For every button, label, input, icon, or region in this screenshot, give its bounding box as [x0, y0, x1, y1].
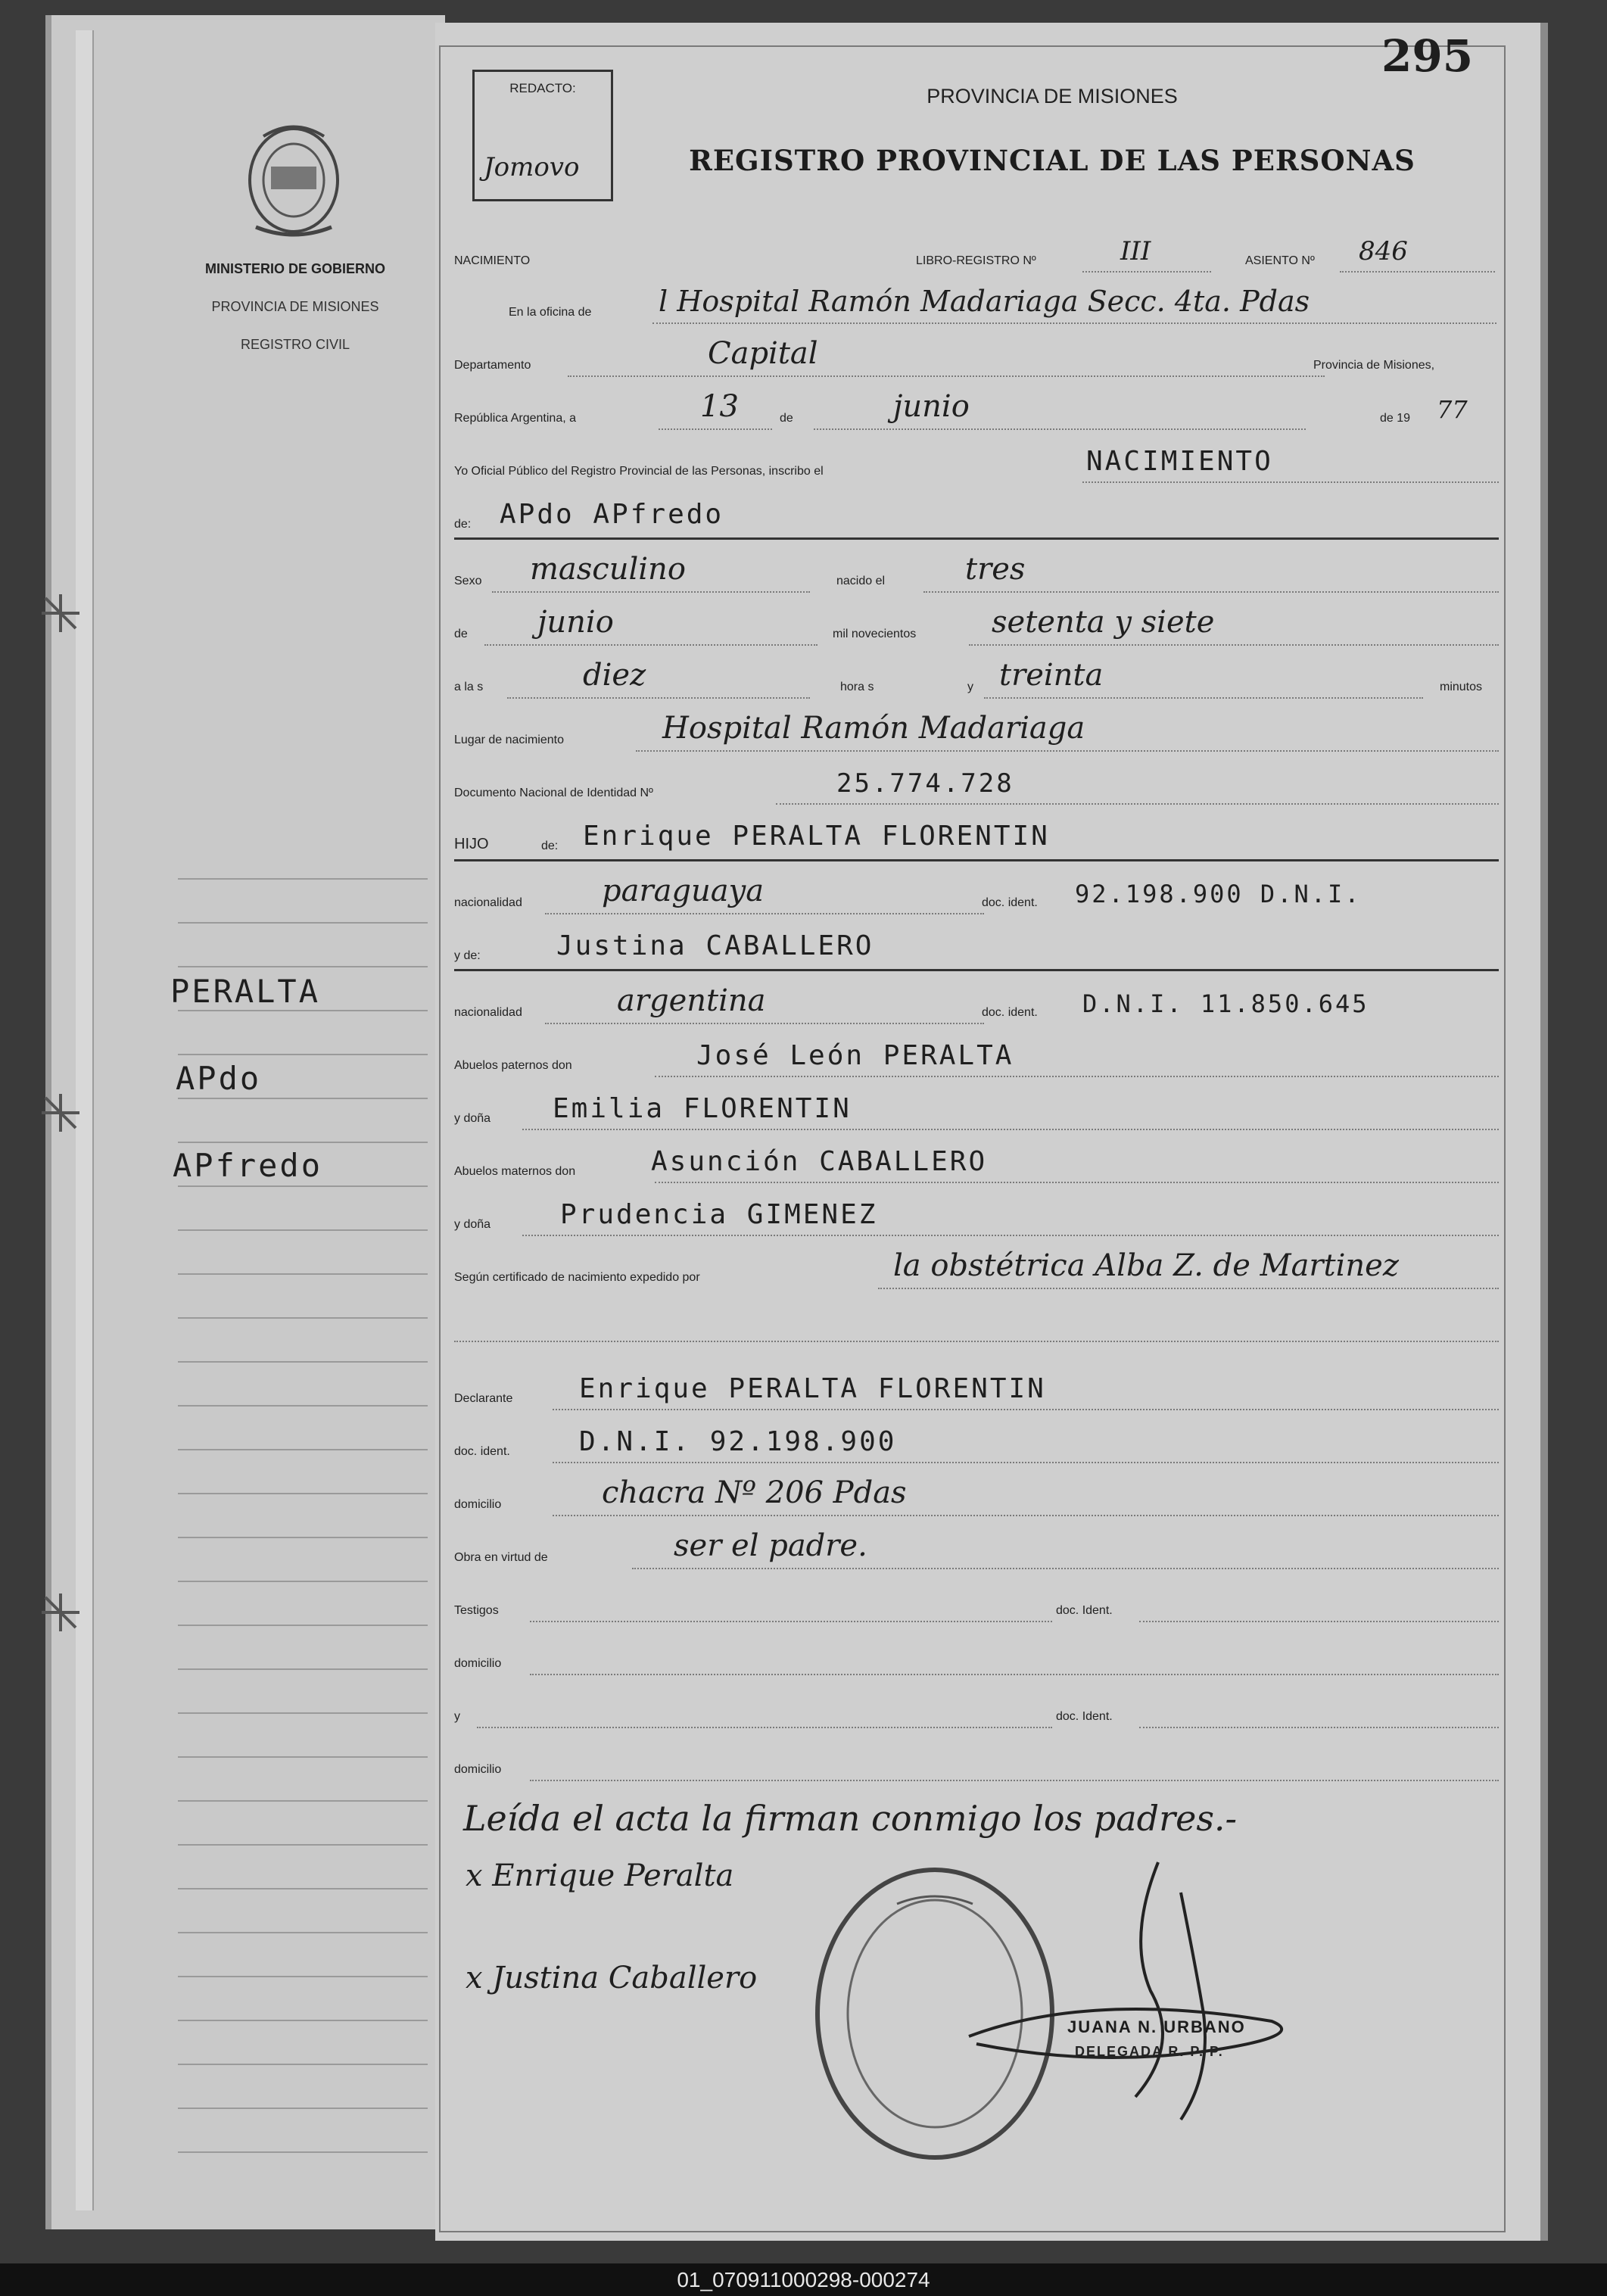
minutos-label: minutos: [1440, 681, 1483, 693]
footer-filename: 01_070911000298-000274: [0, 2263, 1607, 2296]
margin-rule-line: [178, 1273, 428, 1275]
dni-label: Documento Nacional de Identidad Nº: [454, 787, 653, 799]
row-declarante: [454, 1374, 1499, 1416]
row-sexo: [454, 552, 1499, 599]
obra-value: ser el padre.: [674, 1528, 867, 1563]
row-abuela-m: [454, 1200, 1499, 1242]
domicilio2-label: domicilio: [454, 1657, 502, 1670]
margin-rule-line: [178, 2108, 428, 2109]
sexo-label: Sexo: [454, 575, 482, 587]
margin-rule-line: [178, 2151, 428, 2153]
libro-value: III: [1120, 236, 1151, 266]
row-doc-decl: [454, 1427, 1499, 1469]
signature-mother: x Justina Caballero: [466, 1961, 758, 1995]
doct1-label: doc. Ident.: [1056, 1604, 1113, 1617]
header-province: PROVINCIA DE MISIONES: [927, 85, 1178, 107]
ministry-line3: REGISTRO CIVIL: [240, 337, 350, 352]
margin-rule-line: [178, 1098, 428, 1099]
row-domicilio2: [454, 1639, 1499, 1681]
binding-hole-icon: [38, 1090, 83, 1136]
nac2-label: nacionalidad: [454, 1006, 522, 1019]
horas-label: hora s: [840, 681, 874, 693]
de3-label: de:: [541, 840, 559, 852]
row-lugar: [454, 711, 1499, 758]
margin-rule-line: [178, 1229, 428, 1231]
nacido-value: tres: [965, 552, 1026, 587]
closing-text: Leída el acta la firman conmigo los padres.-: [463, 1798, 1238, 1839]
margin-rule-line: [178, 2020, 428, 2021]
y2-label: y: [454, 1710, 460, 1723]
oficina-value: l Hospital Ramón Madariaga Secc. 4ta. Pdas: [659, 285, 1310, 318]
row-domicilio3: [454, 1745, 1499, 1787]
cert-value: la obstétrica Alba Z. de Martinez: [893, 1248, 1399, 1283]
abp-label: Abuelos paternos don: [454, 1059, 572, 1072]
margin-rule-line: [178, 1976, 428, 1977]
row-nombre: [454, 500, 1499, 542]
row-oficina: [454, 285, 1499, 330]
delegado-title: DELEGADA R. P. P.: [1075, 2044, 1224, 2059]
page-number: 295: [1381, 30, 1474, 82]
margin-rule-line: [178, 1054, 428, 1055]
testigos-label: Testigos: [454, 1604, 499, 1617]
margin-rule-line: [178, 1668, 428, 1670]
minutos-value: treinta: [999, 658, 1104, 693]
nombre-value: APdo APfredo: [500, 499, 724, 530]
ydona2-label: y doña: [454, 1218, 491, 1231]
redacto-label: REDACTO:: [509, 81, 576, 95]
dia-value: 13: [700, 389, 739, 424]
margin-rule-line: [178, 1800, 428, 1802]
row-abuela-p: [454, 1094, 1499, 1136]
nac-madre-value: argentina: [617, 983, 766, 1018]
docd-label: doc. ident.: [454, 1445, 510, 1458]
nac-padre-value: paraguaya: [602, 874, 765, 908]
cert-label: Según certificado de nacimiento expedido por: [454, 1271, 700, 1284]
lugar-value: Hospital Ramón Madariaga: [662, 711, 1085, 746]
row-libro: [454, 236, 1499, 279]
inscribo-value: NACIMIENTO: [1086, 446, 1273, 477]
ministry-line2: PROVINCIA DE MISIONES: [211, 299, 379, 314]
mes-nac-value: junio: [537, 605, 614, 640]
doc1-label: doc. ident.: [982, 896, 1038, 909]
mil-label: mil novecientos: [833, 628, 917, 640]
row-mes-nac: [454, 605, 1499, 652]
hijo-label: HIJO: [454, 836, 489, 852]
row-fecha: [454, 389, 1499, 436]
row-testigo2: [454, 1692, 1499, 1734]
de-anio-label: de 19: [1380, 412, 1411, 425]
departamento-label: Departamento: [454, 359, 531, 372]
domicilio3-label: domicilio: [454, 1763, 502, 1776]
row-domicilio: [454, 1475, 1499, 1522]
margin-rule-line: [178, 1405, 428, 1407]
row-certificado-cont: [454, 1306, 1499, 1348]
signature-father: x Enrique Peralta: [466, 1858, 734, 1893]
delegado-name: JUANA N. URBANO: [1067, 2017, 1246, 2036]
domicilio-value: chacra Nº 206 Pdas: [602, 1475, 907, 1510]
doc2-label: doc. ident.: [982, 1006, 1038, 1019]
margin-rule-line: [178, 1888, 428, 1889]
padre-value: Enrique PERALTA FLORENTIN: [583, 821, 1050, 852]
row-obra: [454, 1528, 1499, 1575]
ministry-line1: MINISTERIO DE GOBIERNO: [204, 261, 386, 276]
margin-rule-line: [178, 1712, 428, 1714]
anio-value: 77: [1437, 395, 1468, 424]
coat-of-arms-icon: [241, 121, 347, 242]
abuelo-p-value: José León PERALTA: [696, 1040, 1014, 1071]
mes-value: junio: [893, 389, 970, 424]
margin-rule-line: [178, 1185, 428, 1187]
redacto-box: [472, 70, 613, 201]
libro-label: LIBRO-REGISTRO Nº: [916, 254, 1036, 267]
de-label: de:: [454, 518, 472, 531]
asiento-label: ASIENTO Nº: [1245, 254, 1315, 267]
abuelo-m-value: Asunción CABALLERO: [651, 1146, 988, 1177]
margin-rule-line: [178, 878, 428, 880]
margin-rule-line: [178, 1932, 428, 1933]
margin-rule-line: [178, 1449, 428, 1450]
departamento-value: Capital: [708, 336, 818, 371]
margin-rule-line: [178, 1756, 428, 1758]
nacido-label: nacido el: [836, 575, 886, 587]
margin-rule-line: [178, 2064, 428, 2065]
margin-rule-line: [178, 1142, 428, 1143]
row-hora: [454, 658, 1499, 705]
declarante-label: Declarante: [454, 1392, 513, 1405]
provincia-label: Provincia de Misiones,: [1313, 359, 1435, 372]
margin-rule-line: [178, 1317, 428, 1319]
de1-label: de: [780, 412, 793, 425]
row-madre: [454, 931, 1499, 974]
oficial-label: Yo Oficial Público del Registro Provincial de las Personas, inscribo el: [454, 465, 824, 478]
sexo-value: masculino: [530, 552, 686, 587]
domicilio-label: domicilio: [454, 1498, 502, 1511]
margin-rule-line: [178, 1493, 428, 1494]
margin-rule-line: [178, 1844, 428, 1846]
row-dni: [454, 768, 1499, 811]
de2-label: de: [454, 628, 468, 640]
doc-padre-value: 92.198.900 D.N.I.: [1075, 880, 1362, 908]
margin-rule-line: [178, 1361, 428, 1363]
declarante-value: Enrique PERALTA FLORENTIN: [579, 1373, 1046, 1404]
oficina-label: En la oficina de: [509, 306, 592, 319]
row-padre: [454, 821, 1499, 864]
abuela-p-value: Emilia FLORENTIN: [553, 1093, 852, 1124]
row-departamento: [454, 336, 1499, 383]
obra-label: Obra en virtud de: [454, 1551, 548, 1564]
hora-value: diez: [583, 658, 646, 693]
republica-label: República Argentina, a: [454, 412, 576, 425]
doc-decl-value: D.N.I. 92.198.900: [579, 1426, 897, 1457]
row-nac-padre: [454, 874, 1499, 921]
dni-value: 25.774.728: [836, 768, 1014, 799]
anio-nac-value: setenta y siete: [992, 605, 1215, 640]
redacto-value: Jomovo: [484, 152, 580, 182]
header-title: REGISTRO PROVINCIAL DE LAS PERSONAS: [689, 144, 1415, 177]
row-certificado: [454, 1248, 1499, 1295]
margin-surname: PERALTA: [170, 973, 321, 1010]
row-abuelo-m: [454, 1147, 1499, 1189]
margin-rule-line: [178, 1537, 428, 1538]
margin-name1: APdo: [176, 1060, 262, 1097]
row-oficial: [454, 447, 1499, 489]
margin-rule-line: [178, 922, 428, 924]
margin-rule-line: [178, 1625, 428, 1626]
madre-value: Justina CABALLERO: [556, 930, 874, 961]
ydona1-label: y doña: [454, 1112, 491, 1125]
margin-rule-line: [178, 1581, 428, 1582]
margin-rule-line: [178, 966, 428, 967]
y-label: y: [967, 681, 973, 693]
binding-hole-icon: [38, 1590, 83, 1635]
doct2-label: doc. Ident.: [1056, 1710, 1113, 1723]
margin-name2: AΡfredo: [173, 1147, 323, 1184]
binding-hole-icon: [38, 590, 83, 636]
row-testigos: [454, 1586, 1499, 1628]
asiento-value: 846: [1359, 236, 1408, 266]
doc-madre-value: D.N.I. 11.850.645: [1082, 989, 1369, 1018]
abm-label: Abuelos maternos don: [454, 1165, 576, 1178]
row-nac-madre: [454, 983, 1499, 1030]
ala-label: a la s: [454, 681, 484, 693]
official-signature-icon: [954, 1847, 1347, 2135]
margin-rule-line: [178, 1010, 428, 1011]
lugar-label: Lugar de nacimiento: [454, 734, 564, 746]
nac1-label: nacionalidad: [454, 896, 522, 909]
yde-label: y de:: [454, 949, 481, 962]
abuela-m-value: Prudencia GIMENEZ: [560, 1199, 878, 1230]
row-abuelo-p: [454, 1041, 1499, 1083]
nacimiento-label: NACIMIENTO: [454, 254, 531, 267]
